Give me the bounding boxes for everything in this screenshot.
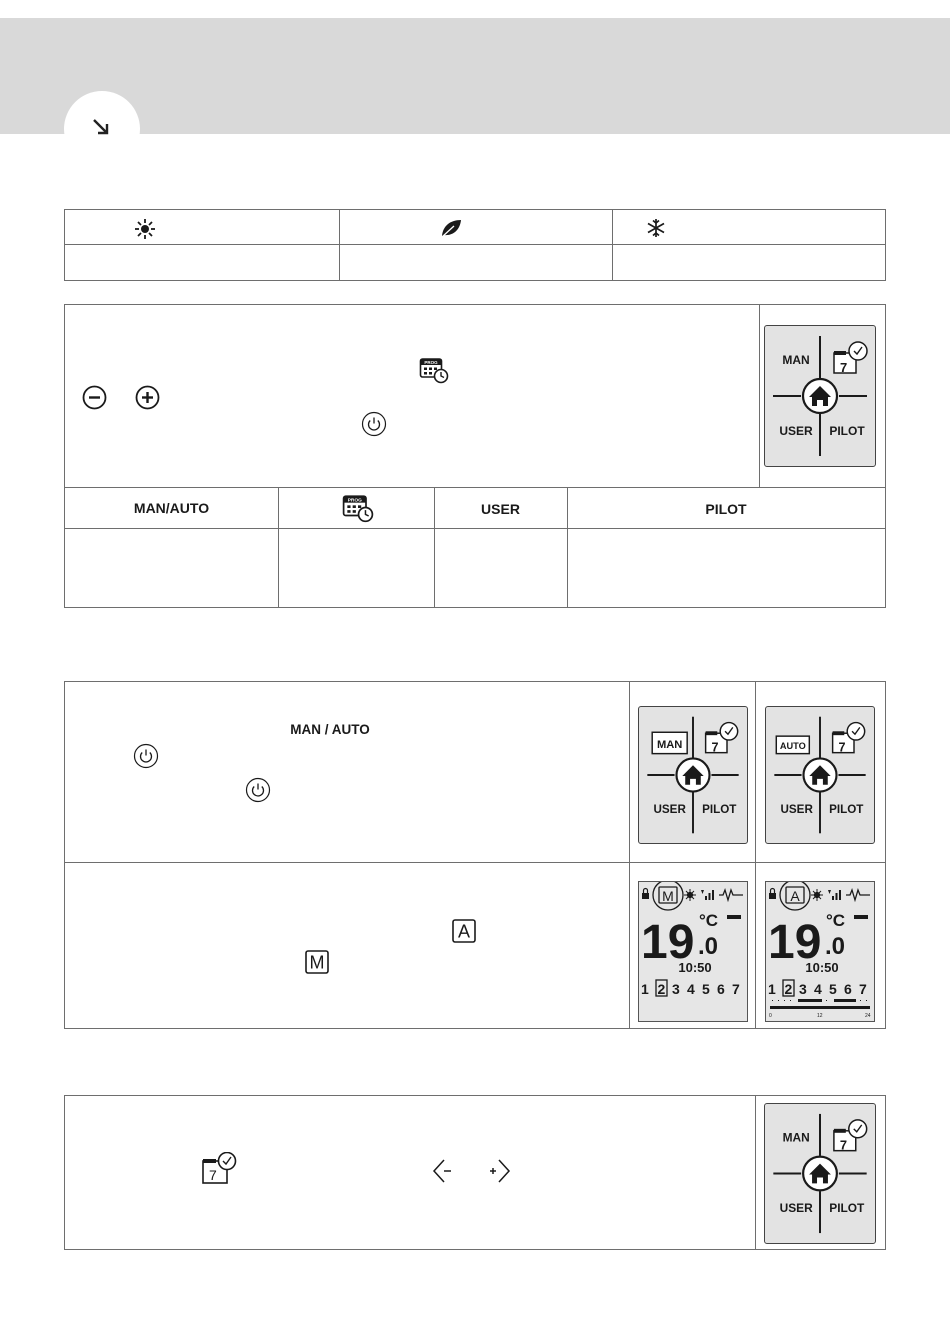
- program-bar: [770, 999, 870, 1009]
- pilot-key[interactable]: PILOT: [829, 424, 865, 438]
- sun-icon: [135, 219, 155, 239]
- manual-mode-icon: [305, 950, 329, 974]
- arrow-down-right-icon: [91, 117, 111, 137]
- lock-icon: [769, 889, 776, 900]
- lcd-axis-0: 0: [769, 1013, 772, 1019]
- lcd-day-7: 7: [859, 981, 867, 997]
- lcd-time: 10:50: [805, 960, 839, 975]
- arrow-left-minus-icon[interactable]: [432, 1158, 458, 1184]
- lcd-temp-unit: °C: [699, 911, 719, 930]
- keypad-panel-auto: [765, 706, 875, 844]
- prog-calendar-icon: [342, 493, 374, 523]
- leaf-icon: [440, 218, 462, 238]
- lcd-day-4: 4: [687, 981, 695, 997]
- calendar-icon: [834, 342, 867, 373]
- col-pilot: PILOT: [705, 501, 747, 517]
- lcd-day-4: 4: [814, 981, 822, 997]
- prog-calendar-icon[interactable]: [419, 356, 449, 384]
- man-auto-label: MAN / AUTO: [290, 722, 370, 737]
- lcd-day-5: 5: [702, 981, 710, 997]
- lcd-day-3: 3: [672, 981, 680, 997]
- man-key[interactable]: MAN: [782, 353, 810, 367]
- lcd-temp-dec: .0: [698, 933, 719, 960]
- arrow-right-plus-icon[interactable]: [485, 1158, 511, 1184]
- auto-mode-icon: [452, 919, 476, 943]
- lcd-day-1: 1: [641, 981, 649, 997]
- auto-key-selected[interactable]: AUTO: [779, 740, 806, 751]
- section-calendar: [64, 1095, 886, 1250]
- lock-icon: [642, 889, 649, 900]
- calendar-day: 7: [711, 740, 719, 755]
- minus-circle-icon[interactable]: [82, 385, 107, 410]
- heating-icon: [846, 890, 870, 900]
- lcd-axis-24: 24: [865, 1013, 871, 1019]
- lcd-temp-unit: °C: [826, 911, 846, 930]
- lcd-day-6: 6: [717, 981, 725, 997]
- section-man-auto: [64, 681, 886, 1029]
- signal-icon: [828, 890, 841, 900]
- calendar-day: 7: [838, 740, 846, 755]
- letter-m: M: [309, 952, 325, 973]
- sun-icon: [684, 889, 696, 901]
- user-key[interactable]: USER: [653, 802, 686, 816]
- heating-icon: [719, 890, 743, 900]
- sun-icon: [811, 889, 823, 901]
- lcd-mode-m: M: [662, 888, 674, 904]
- lcd-mode-a: A: [790, 888, 800, 904]
- power-icon[interactable]: [245, 777, 271, 803]
- lcd-day-3: 3: [799, 981, 807, 997]
- letter-a: A: [457, 921, 471, 942]
- col-man-auto: MAN/AUTO: [133, 500, 210, 516]
- lcd-temp-int: 19: [641, 916, 695, 969]
- lcd-temp-dec: .0: [825, 933, 846, 960]
- pilot-key[interactable]: PILOT: [702, 802, 737, 816]
- header-band: [0, 18, 950, 134]
- lcd-temp-int: 19: [768, 916, 822, 969]
- power-icon[interactable]: [361, 411, 387, 437]
- user-key[interactable]: USER: [779, 424, 813, 438]
- prog-badge-text: PROG: [424, 360, 438, 365]
- snowflake-icon: [646, 218, 666, 238]
- signal-icon: [701, 890, 714, 900]
- calendar-day: 7: [840, 360, 848, 375]
- lcd-day-7: 7: [732, 981, 740, 997]
- section-keypad: [64, 304, 886, 608]
- user-key[interactable]: USER: [780, 802, 813, 816]
- keypad-panel-1: [764, 325, 876, 467]
- plus-circle-icon[interactable]: [135, 385, 160, 410]
- lcd-day-5: 5: [829, 981, 837, 997]
- prog-badge-text: PROG: [347, 498, 362, 504]
- user-key[interactable]: USER: [779, 1201, 813, 1216]
- lcd-auto: [765, 881, 875, 1022]
- calendar-day: 7: [839, 1137, 848, 1153]
- man-key[interactable]: MAN: [782, 1130, 810, 1145]
- lcd-day-2: 2: [657, 981, 666, 997]
- lcd-manual: [638, 881, 748, 1022]
- lcd-day-2: 2: [784, 981, 793, 997]
- keypad-panel-man: [638, 706, 748, 844]
- power-icon[interactable]: [133, 743, 159, 769]
- col-user: USER: [481, 501, 520, 517]
- modes-table: [64, 209, 886, 281]
- lcd-axis-12: 12: [817, 1013, 823, 1019]
- calendar-icon[interactable]: [201, 1152, 239, 1186]
- pilot-key[interactable]: PILOT: [829, 802, 864, 816]
- lcd-time: 10:50: [678, 960, 712, 975]
- pilot-key[interactable]: PILOT: [829, 1201, 865, 1216]
- lcd-day-1: 1: [768, 981, 776, 997]
- man-key-selected[interactable]: MAN: [656, 738, 683, 751]
- lcd-day-6: 6: [844, 981, 852, 997]
- keypad-panel-3: [764, 1103, 876, 1244]
- calendar-day: 7: [209, 1167, 217, 1183]
